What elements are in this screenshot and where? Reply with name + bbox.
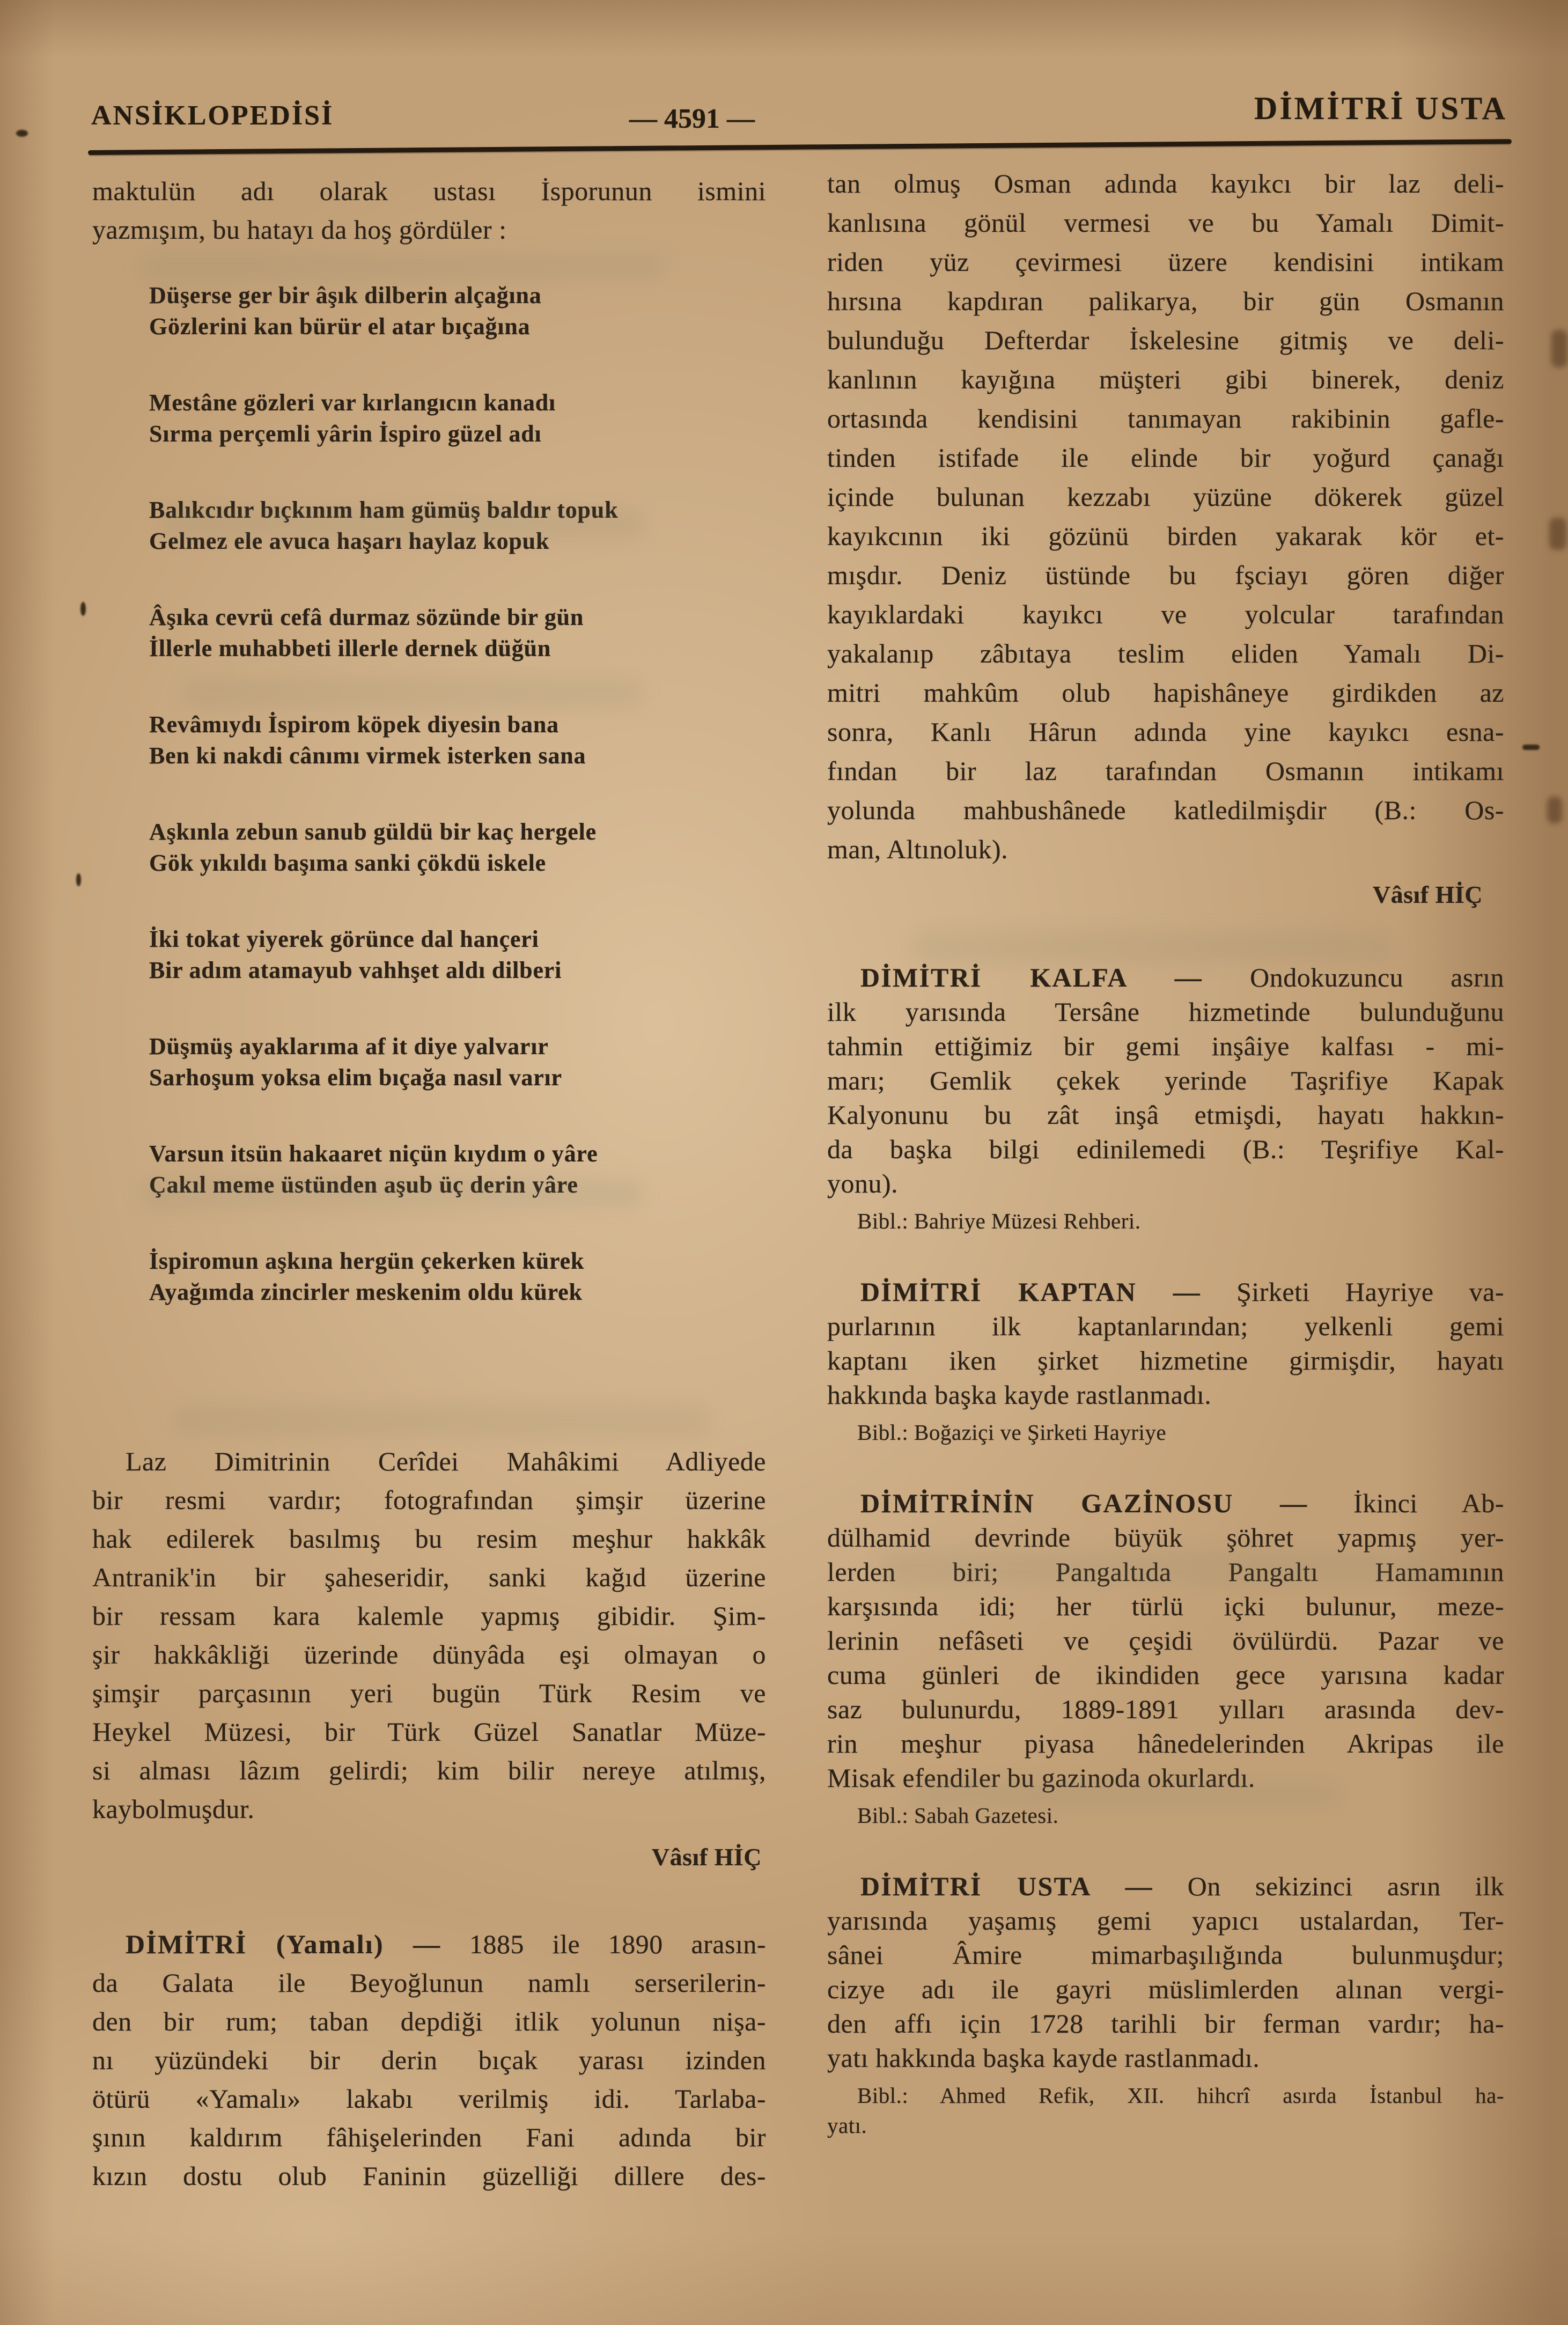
bibl-dimitri-kaptan [827,1417,1504,1447]
text-line: Bir adım atamayub vahhşet aldı dilberi [149,957,562,983]
couplet-7 [92,924,766,986]
entry-dimitrinin-gazinosu [827,1486,1504,1795]
text-line: sânei Âmire mimarbaşılığında bulunmuşdur; [827,1940,1504,1970]
text-line: tan olmuş Osman adında kayıkcı bir laz deli- [827,168,1504,198]
text-line: Düşerse ger bir âşık dilberin alçağına [149,282,542,308]
text-line: Gelmez ele avuca haşarı haylaz kopuk [149,528,550,554]
entry-heading-rest: Şirketi Hayriye va- [1201,1277,1505,1307]
text-line: lerinin nefâseti ve çeşidi övülürdü. Pazar ve [827,1625,1504,1656]
text-line: saz bulunurdu, 1889-1891 yılları arasında dev- [827,1694,1504,1724]
text-line: den bir rum; taban depdiği itlik yolunun nişa- [92,2006,766,2036]
text-line: yatı. [827,2113,867,2138]
text-line: yonu). [827,1168,899,1198]
text-line: hırsına kapdıran palikarya, bir gün Osmanın [827,286,1504,316]
text-line: Revâmıydı İspirom köpek diyesin bana [149,711,559,738]
text-line: kanlının kayığına müşteri gibi binerek, deniz [827,364,1504,394]
text-line: yatı hakkında başka kayde rastlanmadı. [827,2043,1260,2073]
header-rule [88,139,1512,155]
text-line: lerden biri; Pangaltıda Pangaltı Hamamının [827,1557,1504,1587]
text-line: Bibl.: Bahriye Müzesi Rehberi. [857,1209,1141,1233]
text-line: Mestâne gözleri var kırlangıcın kanadı [149,389,556,416]
text-line: purlarının ilk kaptanlarından; yelkenli gemi [827,1311,1504,1341]
text-line [92,1925,766,1963]
text-line: da Galata ile Beyoğlunun namlı serserilerin- [92,1968,766,1998]
couplet-9 [92,1138,766,1201]
text-line: Bibl.: Ahmed Refik, XII. hihcrî asırda İstanbul ha- [857,2083,1504,2108]
text-line: ortasında kendisini tanımayan rakibinin gafle- [827,403,1504,433]
couplet-1 [92,280,766,342]
text-line: Kalyonunu bu zât inşâ etmişdi, hayatı hakkın- [827,1100,1504,1130]
text-line: kızın dostu olub Faninin güzelliği dillere des- [92,2161,766,2191]
text-line: hak edilerek basılmış bu resim meşhur hakkâk [92,1524,766,1554]
text-line: karşısında idi; her türlü içki bulunur, meze- [827,1591,1504,1621]
text-line: riden yüz çevirmesi üzere kendisini intikam [827,247,1504,277]
text-line: Ben ki nakdi cânımı virmek isterken sana [149,742,586,769]
text-line [827,960,1504,995]
text-line: nı yüzündeki bir derin bıçak yarası izinden [92,2045,766,2075]
text-line [827,1869,1504,1903]
text-line: şir hakkâkliği üzerinde dünyâda eşi olmayan o [92,1639,766,1669]
encyclopedia-title: ANSİKLOPEDİSİ [91,100,334,131]
left-column [92,172,766,2195]
entry-dimitri-kalfa [827,960,1504,1201]
text-line: ilk yarısında Tersâne hizmetinde bulunduğunu [827,997,1504,1027]
text-line: İspiromun aşkına hergün çekerken kürek [149,1248,585,1274]
couplet-2 [92,387,766,450]
text-line: hakkında başka kayde rastlanmadı. [827,1380,1212,1410]
text-line: Ayağımda zincirler meskenim oldu kürek [149,1279,583,1305]
right-column [827,164,1504,2140]
text-line: İki tokat yiyerek görünce dal hançeri [149,926,539,952]
text-line: Heykel Müzesi, bir Türk Güzel Sanatlar Müze- [92,1717,766,1747]
entry-heading-rest: On sekizinci asrın ilk [1153,1871,1504,1901]
text-line: Vâsıf HİÇ [651,1843,762,1871]
text-line [827,1486,1504,1520]
text-line: man, Altınoluk). [827,834,1008,864]
entry-heading: DİMİTRİ KAPTAN — [860,1277,1201,1307]
couplet-4 [92,602,766,664]
text-line: Gök yıkıldı başıma sanki çökdü iskele [149,850,546,876]
text-line: Misak efendiler bu gazinoda okurlardı. [827,1763,1255,1793]
text-line: cuma günleri de ikindiden gece yarısına kadar [827,1660,1504,1690]
text-line: yazmışım, bu hatayı da hoş gördüler : [92,215,507,245]
bibl-dimitrinin-gazinosu [827,1800,1504,1830]
yamali-continuation-paragraph [827,164,1504,869]
text-line: bir resmi vardır; fotografından şimşir üzerine [92,1485,766,1515]
intro-paragraph [92,172,766,249]
text-line: Aşkınla zebun sanub güldü bir kaç hergele [149,819,597,845]
text-line: si alması lâzım gelirdi; kim bilir nereye atılmış, [92,1755,766,1785]
text-line: Bibl.: Boğaziçi ve Şirketi Hayriye [857,1420,1167,1445]
page-edge-mark [1551,330,1567,367]
text-line: şının kaldırım fâhişelerinden Fani adında bir [92,2122,766,2152]
text-line: fından bir laz tarafından Osmanın intikamı [827,756,1504,786]
ink-speck [80,602,86,616]
text-line: Sırma perçemli yârin İspiro güzel adı [149,421,542,447]
couplet-3 [92,495,766,557]
text-line: kayıkcının iki gözünü birden yakarak kör et- [827,521,1504,551]
entry-heading: DİMİTRİ KALFA — [860,962,1203,992]
running-head: DİMİTRİ USTA [1254,91,1507,126]
ink-speck [76,873,81,886]
entry-heading: DİMİTRİ USTA — [860,1871,1153,1901]
ink-speck [16,130,28,137]
couplet-8 [92,1031,766,1093]
text-line: Laz Dimitrinin Cerîdei Mahâkimi Adliyede [126,1446,766,1476]
text-line: mitri mahkûm olub hapishâneye girdikden az [827,678,1504,708]
couplet-5 [92,709,766,771]
page-edge-mark [1549,518,1566,550]
entry-dimitri-usta [827,1869,1504,2075]
text-line: Antranik'in bir şaheseridir, sanki kağıd üzerine [92,1562,766,1592]
text-line: Sarhoşum yoksa elim bıçağa nasıl varır [149,1064,562,1091]
text-line: yolunda mahbushânede katledilmişdir (B.: Os- [827,795,1504,825]
signature-vasif-hic [827,879,1504,911]
entry-dimitri-kaptan [827,1275,1504,1412]
text-line: Balıkcıdır bıçkınım ham gümüş baldır topuk [149,497,619,523]
entry-heading: DİMİTRİ (Yamalı) — [126,1929,441,1959]
text-line: Bibl.: Sabah Gazetesi. [857,1803,1059,1828]
page-number: — 4591 — [629,104,755,134]
text-line: da başka bilgi edinilemedi (B.: Teşrifiye Kal- [827,1134,1504,1164]
bibl-dimitri-kalfa [827,1206,1504,1236]
text-line: bir ressam kara kalemle yapmış gibidir. Şim- [92,1601,766,1631]
text-line: dülhamid devrinde büyük şöhret yapmış yer- [827,1522,1504,1553]
text-line: kayıklardaki kayıkcı ve yolcular tarafından [827,599,1504,629]
text-line: marı; Gemlik çekek yerinde Taşrifiye Kapak [827,1065,1504,1095]
entry-heading-rest: 1885 ile 1890 arasın- [441,1929,766,1959]
laz-dimitri-portrait-paragraph [92,1442,766,1828]
entry-heading: DİMİTRİNİN GAZİNOSU — [860,1488,1308,1518]
text-line: sonra, Kanlı Hârun adında yine kayıkcı esna- [827,717,1504,747]
text-line: kanlısına gönül vermesi ve bu Yamalı Dimit- [827,208,1504,238]
signature-vasif-hic [92,1841,766,1873]
text-line: şimşir parçasının yeri bugün Türk Resim ve [92,1678,766,1708]
text-line: Vâsıf HİÇ [1372,881,1483,908]
text-line: cizye adı ile gayri müslimlerden alınan vergi- [827,1974,1504,2004]
text-line: mışdır. Deniz üstünde bu fşciayı gören diğer [827,560,1504,590]
entry-dimitri-yamali [92,1925,766,2195]
text-line: tinden istifade ile elinde bir yoğurd çanağı [827,443,1504,473]
couplet-6 [92,816,766,879]
text-line: Çakıl meme üstünden aşub üç derin yâre [149,1172,578,1198]
text-line: yakalanıp zâbıtaya teslim eliden Yamalı Di- [827,638,1504,668]
text-line: ötürü «Yamalı» lakabı verilmiş idi. Tarlaba- [92,2084,766,2114]
couplet-10 [92,1246,766,1308]
text-line: Âşıka cevrü cefâ durmaz sözünde bir gün [149,604,584,630]
text-line: bulunduğu Defterdar İskelesine gitmiş ve deli- [827,325,1504,355]
text-line: Varsun itsün hakaaret niçün kıydım o yâre [149,1141,598,1167]
text-line: kaptanı iken şirket hizmetine girmişdir, hayatı [827,1345,1504,1375]
text-line: tahmin ettiğimiz bir gemi inşâiye kalfası - mi- [827,1031,1504,1061]
text-line: yarısında yaşamış gemi yapıcı ustalardan, Ter- [827,1905,1504,1936]
text-line: kaybolmuşdur. [92,1794,255,1824]
text-line: Gözlerini kan bürür el atar bıçağına [149,313,531,340]
text-line: İllerle muhabbeti illerle dernek düğün [149,635,551,661]
page-edge-mark [1547,797,1562,823]
bibl-dimitri-usta [827,2080,1504,2140]
entry-heading-rest: Ondokuzuncu asrın [1202,962,1504,992]
text-line: maktulün adı olarak ustası İsporunun ismini [92,176,766,206]
ink-speck [1522,745,1540,750]
entry-heading-rest: İkinci Ab- [1308,1488,1504,1518]
text-line [827,1275,1504,1309]
text-line: rin meşhur piyasa hânedelerinden Akripas ile [827,1728,1504,1759]
text-line: Düşmüş ayaklarıma af it diye yalvarır [149,1033,549,1060]
text-line: den affı için 1728 tarihli bir ferman vardır; ha- [827,2008,1504,2039]
text-line: içinde bulunan kezzabı yüzüne dökerek güzel [827,482,1504,512]
